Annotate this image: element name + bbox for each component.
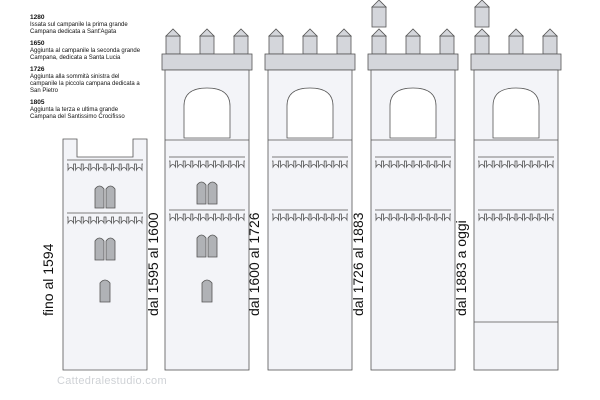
twin-window-right (106, 238, 115, 260)
merlon-cap (509, 29, 523, 36)
period-label-4: dal 1726 al 1883 (350, 212, 366, 316)
small-window (202, 280, 212, 302)
merlon (234, 36, 248, 54)
parapet (265, 54, 355, 70)
merlon-cap (372, 29, 386, 36)
merlon (303, 36, 317, 54)
twin-window-right (208, 235, 217, 257)
tower-1600-1726 (265, 29, 355, 370)
merlon-cap (406, 29, 420, 36)
note-line: Campana, dedicata a Santa Lucia (30, 55, 121, 61)
merlon-cap (303, 29, 317, 36)
merlon-cap (543, 29, 557, 36)
tower-1726-1883 (368, 0, 458, 370)
parapet (471, 54, 561, 70)
merlon (406, 36, 420, 54)
note-1726 (30, 66, 170, 95)
merlon (269, 36, 283, 54)
watermark: Cattedralestudio.com (57, 375, 167, 387)
note-line: Aggiunta la terza e ultima grande (30, 107, 119, 113)
tower-1595-1600 (162, 29, 252, 370)
period-label-3: dal 1600 al 1726 (246, 212, 262, 316)
note-year: 1805 (30, 99, 45, 106)
tower-1883-today (471, 0, 561, 370)
small-window (100, 280, 110, 302)
bell-history-notes (30, 14, 170, 125)
twin-window-left (95, 186, 104, 208)
merlon-cap (337, 29, 351, 36)
note-line: Aggiunta alla sommità sinistra del (30, 74, 120, 80)
belfry-arch (390, 88, 436, 138)
belfry-turret (372, 7, 386, 27)
merlon-cap (200, 29, 214, 36)
belfry-turret-cap (475, 0, 489, 7)
tower-shaft (63, 139, 147, 370)
twin-window-left (197, 182, 206, 204)
note-line: Campana del Santissimo Crocifisso (30, 114, 125, 120)
merlon (440, 36, 454, 54)
note-year: 1650 (30, 40, 45, 47)
twin-window-right (208, 182, 217, 204)
merlon-cap (475, 29, 489, 36)
note-1650 (30, 40, 170, 62)
period-label-5: dal 1883 a oggi (453, 220, 469, 316)
merlon (372, 36, 386, 54)
merlon-cap (269, 29, 283, 36)
twin-window-right (106, 186, 115, 208)
belfry-turret (475, 7, 489, 27)
note-line: Campana dedicata a Sant'Agata (30, 29, 117, 35)
note-year: 1726 (30, 66, 45, 73)
merlon (475, 36, 489, 54)
note-1805 (30, 99, 170, 121)
belfry-turret-cap (372, 0, 386, 7)
parapet (162, 54, 252, 70)
note-1280 (30, 14, 170, 36)
belfry-arch (493, 88, 539, 138)
merlon (337, 36, 351, 54)
parapet (368, 54, 458, 70)
twin-window-left (95, 238, 104, 260)
merlon (543, 36, 557, 54)
note-year: 1280 (30, 14, 45, 21)
belfry-arch (184, 88, 230, 138)
period-label-2: dal 1595 al 1600 (145, 212, 161, 316)
merlon-cap (234, 29, 248, 36)
merlon (509, 36, 523, 54)
note-line: Aggiunta al campanile la seconda grande (30, 48, 141, 54)
note-line: San Pietro (30, 88, 59, 94)
merlon (200, 36, 214, 54)
note-line: Issata sul campanile la prima grande (30, 22, 128, 28)
note-line: campanile la piccola campana dedicata a (30, 81, 140, 87)
twin-window-left (197, 235, 206, 257)
merlon-cap (440, 29, 454, 36)
period-label-1: fino al 1594 (40, 243, 56, 316)
belfry-arch (287, 88, 333, 138)
tower-until-1594 (63, 139, 147, 370)
